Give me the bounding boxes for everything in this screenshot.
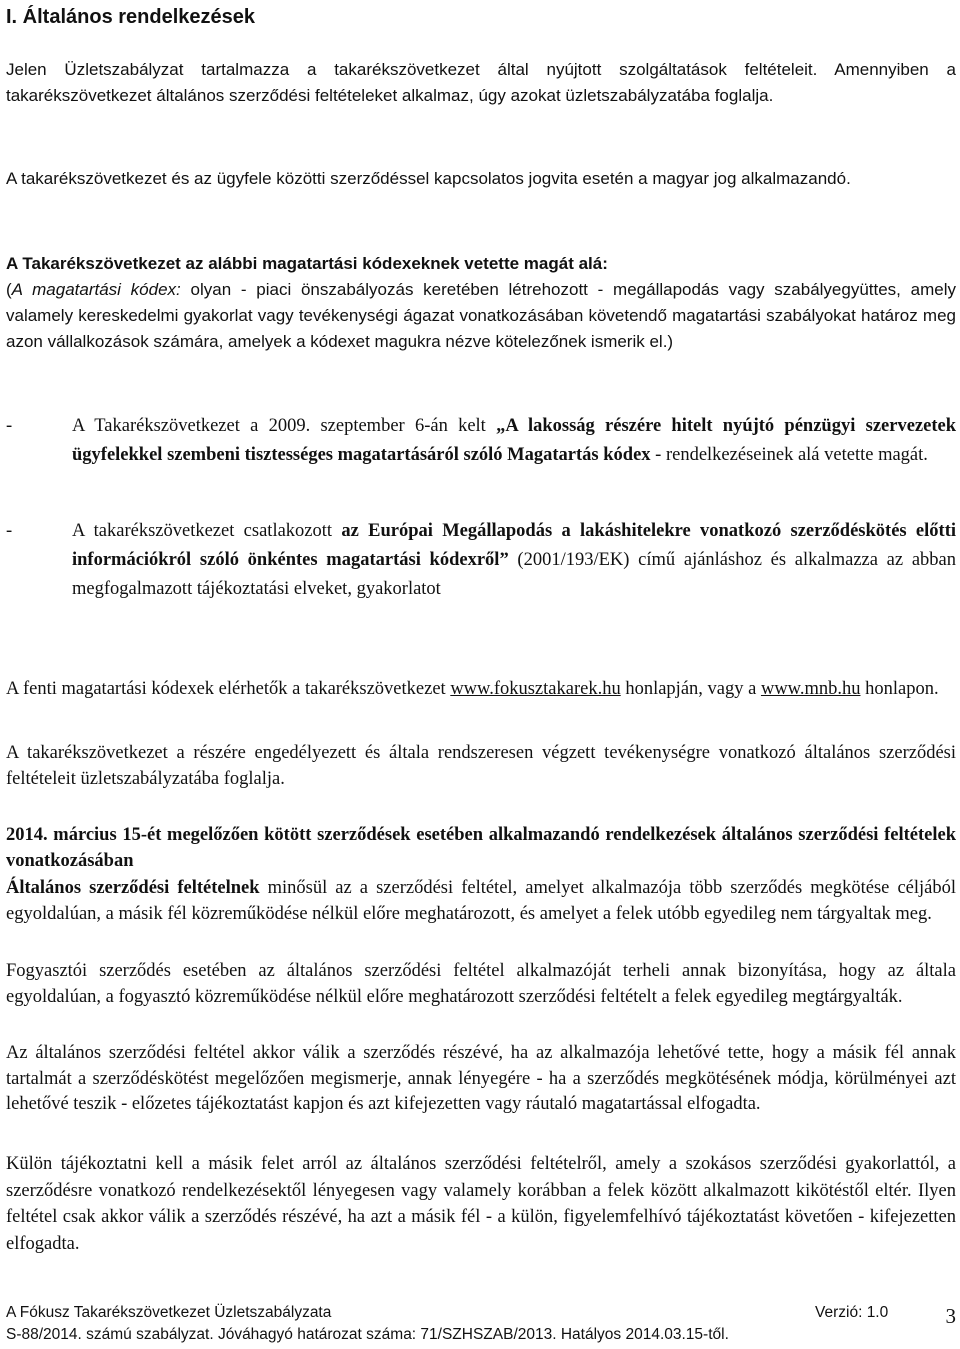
gtc-definition-term: Általános szerződési feltételnek (6, 878, 260, 898)
definition-open: ( (6, 280, 12, 299)
bullet-item (6, 412, 956, 470)
gtc-definition-paragraph (6, 875, 956, 927)
bullet-lead: A takarékszövetkezet csatlakozott (72, 521, 342, 541)
bullet-bold: „A lakosság részére hitelt nyújtó pénzügyi szervezetek ügyfelekkel szembeni tisztességes magatartásáról szóló Magatartás kódex (72, 416, 956, 465)
bullet-lead: A Takarékszövetkezet a 2009. szeptember 6-án kelt (72, 416, 497, 436)
bullet-tail: - rendelkezéseinek alá vetette magát. (650, 445, 928, 465)
section-heading: I. Általános rendelkezések (6, 6, 256, 28)
bullet-dash: - (6, 416, 13, 436)
bullet-item (6, 517, 956, 604)
contract-part-paragraph: Az általános szerződési feltétel akkor válik a szerződés részévé, ha az alkalmazója lehetővé tette, hogy a másik fél annak tartalmát a szerződéskötést megelőzően megismerje, annak lényegére - ha a szerződés megkötésének módja, körülményei azt lehetővé teszik - előzetes tájékoztatást kapjon és azt kifejezetten vagy ráutaló magatartással elfogadta. (6, 1043, 956, 1114)
availability-lead: A fenti magatartási kódexek elérhetők a takarékszövetkezet (6, 678, 451, 699)
bullet-body (72, 412, 956, 470)
code-section-title: A Takarékszövetkezet az alábbi magatartási kódexeknek vetette magát alá: (6, 254, 608, 273)
footer-version: Verzió: 1.0 (815, 1304, 889, 1321)
definition-term: A magatartási kódex: (11, 280, 181, 299)
consumer-contract-paragraph: Fogyasztói szerződés esetében az általános szerződési feltétel alkalmazóját terheli annak bizonyítása, hogy az általa egyoldalúan, a fogyasztó közreműködése nélkül előre meghatározott szerződési feltételt a felek egyedileg megtárgyalták. (6, 961, 956, 1007)
availability-mid: honlapján, vagy a (620, 678, 761, 699)
pre2014-title (6, 822, 956, 874)
governing-law-paragraph: A takarékszövetkezet és az ügyfele közötti szerződéssel kapcsolatos jogvita esetén a magyar jog alkalmazandó. (6, 169, 851, 188)
gtc-definition-body: minősül az a szerződési feltétel, amelyet alkalmazója több szerződés megkötése céljából egyoldalúan, a másik fél közreműködése nélkül előre meghatározott, és amelyet a felek utóbb egyedileg nem tárgyaltak meg. (6, 878, 957, 924)
mnb-link[interactable]: www.mnb.hu (760, 678, 861, 699)
footer-document-name: A Fókusz Takarékszövetkezet Üzletszabályzata (6, 1304, 332, 1321)
fokusztakarek-link[interactable]: www.fokusztakarek.hu (450, 678, 621, 699)
bullet-bold: az Európai Megállapodás a lakáshitelekre vonatkozó szerződéskötés előtti információkról szóló önkéntes magatartási kódexről” (72, 521, 956, 570)
page-number: 3 (945, 1304, 956, 1328)
bullet-tail: (2001/193/EK) című ajánláshoz és alkalmazza az abban megfogalmazott tájékoztatási elveket, gyakorlatot (72, 550, 956, 599)
bullet-body (72, 517, 956, 604)
bullet-dash: - (6, 521, 13, 541)
availability-tail: honlapon. (860, 678, 939, 699)
pre2014-title-text: 2014. március 15-ét megelőzően kötött szerződések esetében alkalmazandó rendelkezések általános szerződési feltételek vonatkozásában (6, 825, 956, 871)
definition-body: olyan - piaci önszabályozás keretében létrehozott - megállapodás vagy szabályegyüttes, amely valamely kereskedelmi gyakorlat vagy tevékenységi ágazat vonatkozásában követendő magatartási szabályokat határoz meg azon vállalkozások számára, amelyek a kódexet magukra nézve kötelezőnek ismerik el.) (6, 280, 956, 351)
intro-paragraph: Jelen Üzletszabályzat tartalmazza a takarékszövetkezet által nyújtott szolgáltatások feltételeit. Amennyiben a takarékszövetkezet általános szerződési feltételeket alkalmaz, úgy azokat üzletszabályzatába foglalja. (6, 60, 956, 105)
activity-paragraph: A takarékszövetkezet a részére engedélyezett és általa rendszeresen végzett tevékenységre vonatkozó általános szerződési feltételeit üzletszabályzatába foglalja. (6, 743, 956, 789)
separate-notice-paragraph: Külön tájékoztatni kell a másik felet arról az általános szerződési feltételről, amely a szokásos szerződési gyakorlattól, a szerződésre vonatkozó rendelkezésektől lényegesen vagy valamely korábban a felek között alkalmazott kikötéstől eltér. Ilyen feltétel csak akkor válik a szerződés részévé, ha azt a másik fél - a külön, figyelemfelhívó tájékoztatást követően - kifejezetten elfogadta. (6, 1154, 956, 1254)
code-of-conduct-section (6, 251, 956, 355)
footer-regulation: S-88/2014. számú szabályzat. Jóváhagyó határozat száma: 71/SZHSZAB/2013. Hatályos 2014.03.15-től. (6, 1326, 729, 1343)
availability-paragraph (6, 676, 956, 702)
